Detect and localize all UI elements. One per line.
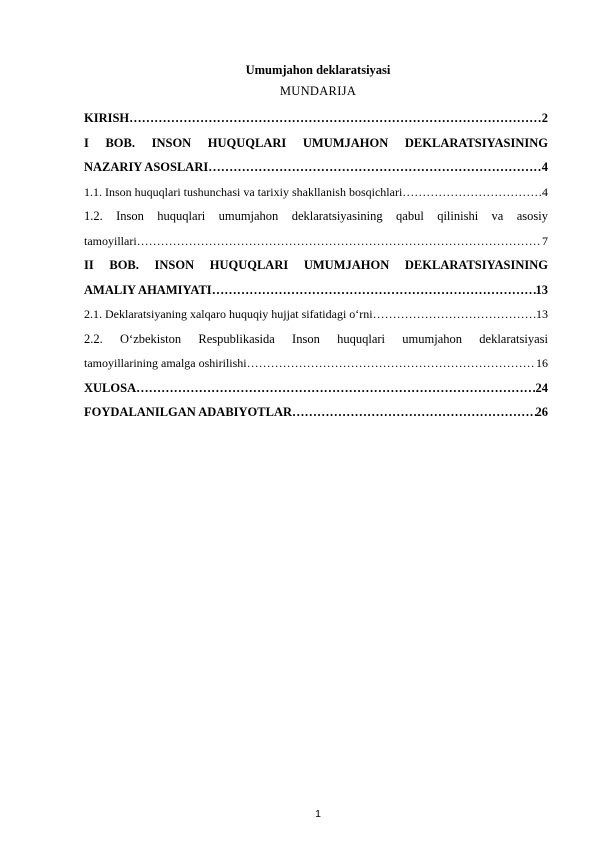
toc-entry-kirish[interactable] xyxy=(84,106,548,131)
toc-entry-page: 7 xyxy=(542,233,548,248)
dot-leader xyxy=(247,351,536,376)
toc-entry-adabiyotlar[interactable] xyxy=(84,400,548,425)
toc-entry-1-1[interactable] xyxy=(84,180,548,205)
toc-entry-text: NAZARIY ASOSLARI xyxy=(84,160,209,174)
toc-entry-text: XULOSA xyxy=(84,380,137,395)
toc-entry-page: 2 xyxy=(541,111,548,125)
dot-leader xyxy=(208,155,542,180)
dot-leader xyxy=(136,376,535,401)
toc-entry-page: 13 xyxy=(535,282,548,297)
toc-entry-text: 1.1. Inson huquqlari tushunchasi va tarixiy shakllanish bosqichlari xyxy=(84,184,403,199)
toc-entry-page: 13 xyxy=(536,307,548,321)
dot-leader xyxy=(292,400,535,425)
toc-entry-bob1-line2[interactable] xyxy=(84,155,548,180)
document-title: Umumjahon deklaratsiyasi xyxy=(245,63,391,77)
toc-entry-text: FOYDALANILGAN ADABIYOTLAR xyxy=(84,405,293,419)
page-number: 1 xyxy=(315,808,321,820)
dot-leader xyxy=(402,180,542,205)
dot-leader xyxy=(373,302,536,327)
toc-entry-bob2-line1[interactable]: II BOB. INSON HUQUQLARI UMUMJAHON DEKLARATSIYASINING xyxy=(84,258,548,272)
toc-entry-1-2-line1[interactable]: 1.2. Inson huquqlari umumjahon deklaratsiyasining qabul qilinishi va asosiy xyxy=(84,209,548,223)
toc-entry-text: tamoyillari xyxy=(84,233,137,248)
toc-entry-text: AMALIY AHAMIYATI xyxy=(84,282,212,297)
toc-entry-bob2-line2[interactable] xyxy=(84,278,548,303)
toc-entry-text: tamoyillarining amalga oshirilishi xyxy=(84,356,247,370)
dot-leader xyxy=(212,278,536,303)
toc-entry-page: 24 xyxy=(535,380,548,395)
dot-leader xyxy=(137,229,542,254)
table-of-contents xyxy=(84,106,548,425)
toc-entry-page: 26 xyxy=(535,405,548,419)
toc-entry-2-2-line2[interactable] xyxy=(84,351,548,376)
toc-entry-page: 4 xyxy=(542,184,548,199)
toc-entry-text: 2.1. Deklaratsiyaning xalqaro huquqiy hujjat sifatidagi o‘rni xyxy=(84,307,373,321)
dot-leader xyxy=(129,106,542,131)
toc-entry-2-1[interactable] xyxy=(84,302,548,327)
toc-entry-text: KIRISH xyxy=(84,111,130,125)
toc-entry-bob1-line1[interactable]: I BOB. INSON HUQUQLARI UMUMJAHON DEKLARATSIYASINING xyxy=(84,135,548,150)
toc-entry-2-2-line1[interactable]: 2.2. O‘zbekiston Respublikasida Inson huquqlari umumjahon deklaratsiyasi xyxy=(84,331,548,346)
toc-heading: MUNDARIJA xyxy=(279,84,357,98)
toc-entry-page: 16 xyxy=(536,356,548,370)
toc-entry-1-2-line2[interactable] xyxy=(84,229,548,254)
toc-entry-xulosa[interactable] xyxy=(84,376,548,401)
toc-entry-page: 4 xyxy=(541,160,548,174)
